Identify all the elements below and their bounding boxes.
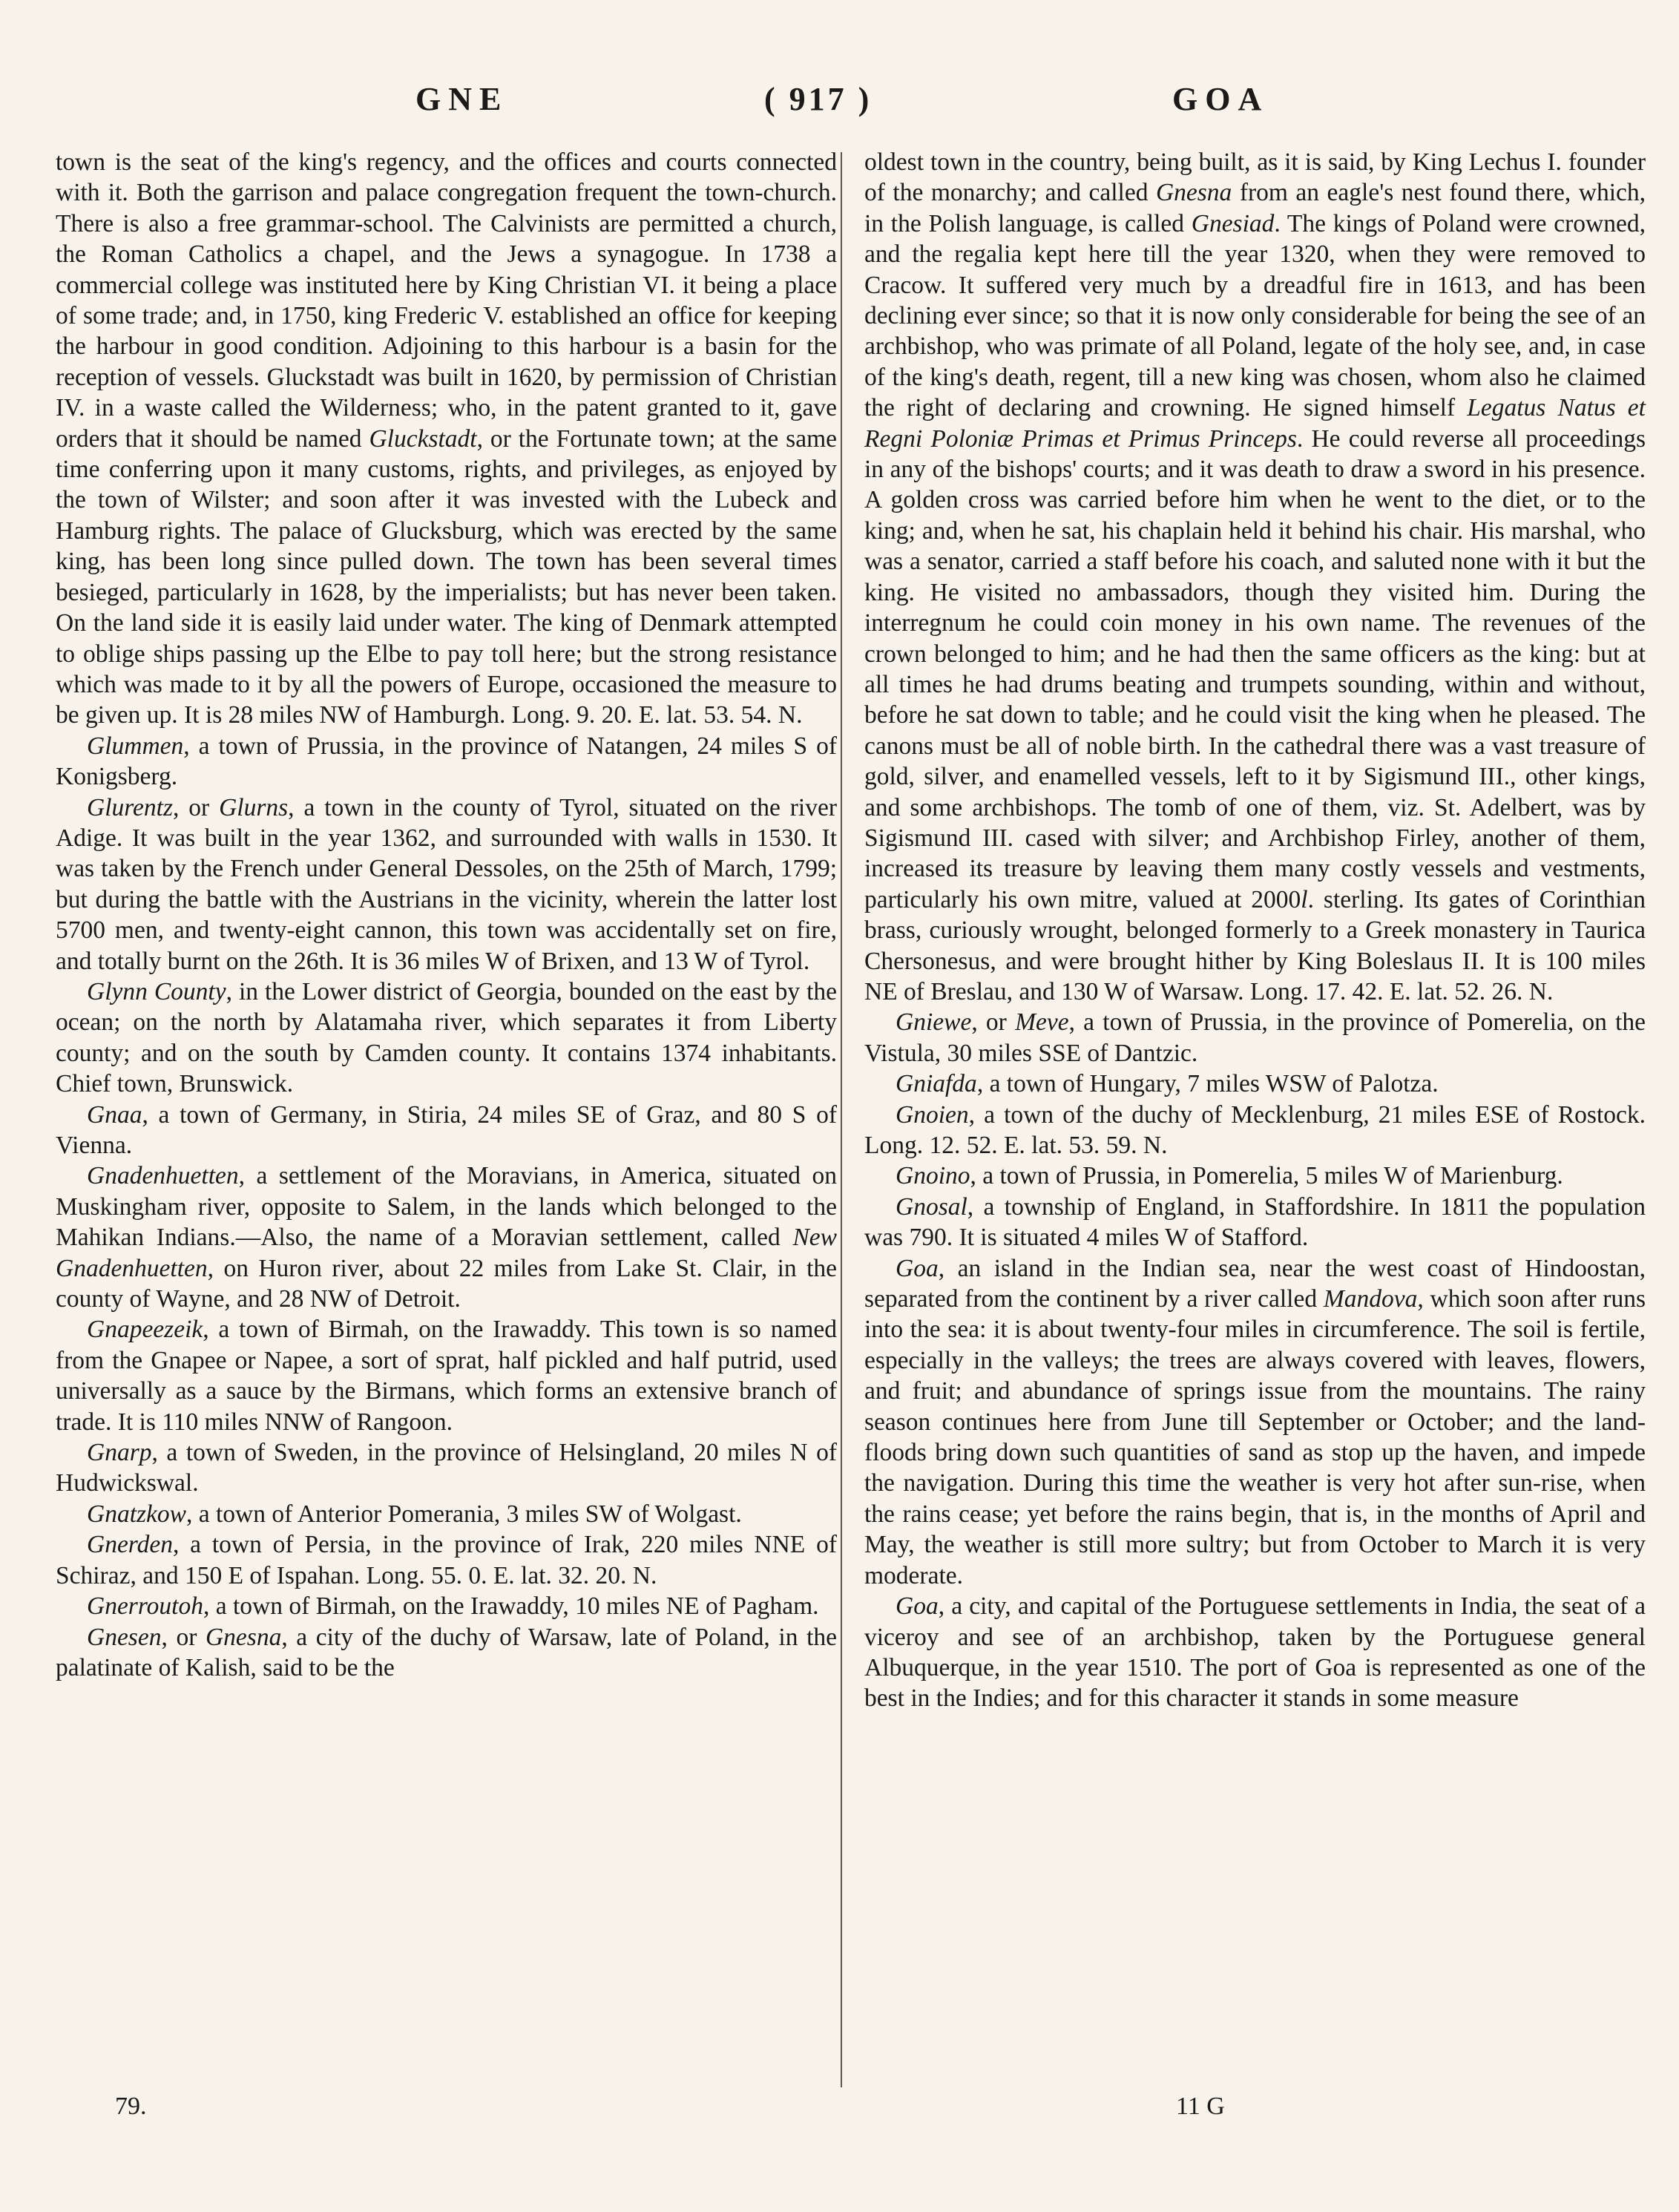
- continued-paragraph: oldest town in the country, being built, as it is said, by King Lechus I. founder of the monarchy; and called Gnesna from an eagle's nest found there, which, in the Polish language, is called Gnesiad. The kings of Poland were crowned, and the regalia kept here till the year 1320, when they were removed to Cracow. It suffered very much by a dreadful fire in 1613, and has been declining ever since; so that it is now only considerable for being the see of an archbishop, who was primate of all Poland, legate of the holy see, and, in case of the king's death, regent, till a new king was chosen, whom also he claimed the right of declaring and crowning. He signed himself Legatus Natus et Regni Poloniæ Primas et Primus Princeps. He could reverse all proceedings in any of the bishops' courts; and it was death to draw a sword in his presence. A golden cross was carried before him when he went to the diet, or to the king; and, when he sat, his chaplain held it behind his chair. His marshal, who was a senator, carried a staff before his coach, and saluted none with it but the king. He visited no ambassadors, though they visited him. During the interregnum he could coin money in his own name. The revenues of the crown belonged to him; and he had then the same officers as the king: but at all times he had drums beating and trumpets sounding, within and without, before he sat down to table; and he could visit the king when he pleased. The canons must be all of noble birth. In the cathedral there was a vast treasure of gold, silver, and enamelled vessels, left to it by Sigismund III., other kings, and some archbishops. The tomb of one of them, viz. St. Adelbert, was by Sigismund III. cased with silver; and Archbishop Firley, another of them, increased its treasure by leaving them many costly vessels and vestments, particularly his own mitre, valued at 2000l. sterling. Its gates of Corinthian brass, curiously wrought, belonged formerly to a Greek monastery in Taurica Chersonesus, and were brought hither by King Boleslaus II. It is 100 miles NE of Breslau, and 130 W of Warsaw. Long. 17. 42. E. lat. 52. 26. N.: [864, 148, 1646, 1005]
- headword: Gnaa: [87, 1100, 142, 1129]
- header-left: GNE: [415, 81, 509, 117]
- headword: Glummen: [87, 732, 184, 760]
- headword: Gniewe: [896, 1008, 972, 1037]
- header-right: GOA: [1172, 81, 1269, 117]
- column-divider: [841, 152, 842, 2087]
- footer-signature-left: 79.: [115, 2093, 147, 2120]
- headword: Gnesen: [87, 1623, 162, 1651]
- left-column: [56, 147, 837, 1683]
- entry-goa-city: Goa, a city, and capital of the Portuguese settlements in India, the seat of a viceroy and see of an archbishop, taken by the Portuguese general Albuquerque, in the year 1510. The port of Goa is represented as one of the best in the Indies; and for this character it stands in some measure: [864, 1592, 1646, 1713]
- entry-gnoien: Gnoien, a town of the duchy of Mecklenburg, 21 miles ESE of Rostock. Long. 12. 52. E. lat. 53. 59. N.: [864, 1100, 1646, 1159]
- footer-signature-right: 11 G: [1176, 2093, 1225, 2120]
- entry-glynn-county: Glynn County, in the Lower district of Georgia, bounded on the east by the ocean; on the north by Alatamaha river, which separates it from Liberty county; and on the south by Camden county. It contains 1374 inhabitants. Chief town, Brunswick.: [56, 977, 838, 1098]
- entry-gnosal: Gnosal, a township of England, in Staffordshire. In 1811 the population was 790. It is situated 4 miles W of Stafford.: [864, 1192, 1646, 1252]
- headword: Gnoien: [896, 1100, 969, 1129]
- page-number: ( 917 ): [764, 81, 873, 117]
- right-column: [864, 147, 1646, 1714]
- headword: Gnapeezeik: [87, 1316, 203, 1344]
- headword: Glynn County: [87, 977, 226, 1005]
- entry-glummen: Glummen, a town of Prussia, in the province of Natangen, 24 miles S of Konigsberg.: [56, 732, 837, 791]
- headword: Gnarp: [87, 1439, 152, 1467]
- headword: Gniafda: [896, 1070, 977, 1098]
- entry-gniewe: Gniewe, or Meve, a town of Prussia, in the province of Pomerelia, on the Vistula, 30 miles SSE of Dantzic.: [864, 1008, 1646, 1067]
- entry-gnerroutoh: Gnerroutoh, a town of Birmah, on the Irawaddy, 10 miles NE of Pagham.: [87, 1592, 819, 1621]
- entry-gnaa: Gnaa, a town of Germany, in Stiria, 24 miles SE of Graz, and 80 S of Vienna.: [56, 1100, 837, 1159]
- entry-gnarp: Gnarp, a town of Sweden, in the province of Helsingland, 20 miles N of Hudwickswal.: [56, 1439, 837, 1497]
- headword: Goa: [896, 1254, 939, 1282]
- headword: Goa: [896, 1592, 939, 1621]
- entry-glurentz: Glurentz, or Glurns, a town in the county of Tyrol, situated on the river Adige. It was built in the year 1362, and surrounded with walls in 1530. It was taken by the French under General Dessoles, on the 25th of March, 1799; but during the battle with the Austrians in the vicinity, wherein the latter lost 5700 men, and twenty-eight cannon, this town was accidentally set on fire, and totally burnt on the 26th. It is 36 miles W of Brixen, and 13 W of Tyrol.: [56, 793, 838, 975]
- headword: Gnerden: [87, 1531, 173, 1559]
- headword: Gnoino: [896, 1162, 970, 1190]
- entry-gnatzkow: Gnatzkow, a town of Anterior Pomerania, 3 miles SW of Wolgast.: [87, 1500, 742, 1528]
- headword: Gnerroutoh: [87, 1592, 203, 1621]
- headword: Gnosal: [896, 1192, 967, 1221]
- headword: Gnatzkow: [87, 1500, 186, 1528]
- headword: Gnadenhuetten: [87, 1162, 239, 1190]
- entry-goa-island: Goa, an island in the Indian sea, near the west coast of Hindoostan, separated from the continent by a river called Mandova, which soon after runs into the sea: it is about twenty-four miles in circumference. The soil is fertile, especially in the valleys; the trees are always covered with leaves, flowers, and fruit; and abundance of springs issue from the mountains. The rainy season continues here from June till September or October; and the land-floods bring down such quantities of sand as stop up the haven, and impede the navigation. During this time the weather is very hot after sun-rise, when the rains cease; yet before the rains begin, that is, in the months of April and May, the weather is still more sultry; but from October to March it is very moderate.: [864, 1254, 1646, 1589]
- entry-gnesen: Gnesen, or Gnesna, a city of the duchy of Warsaw, late of Poland, in the palatinate of Kalish, said to be the: [56, 1623, 837, 1681]
- entry-gnerden: Gnerden, a town of Persia, in the province of Irak, 220 miles NNE of Schiraz, and 150 E of Ispahan. Long. 55. 0. E. lat. 32. 20. N.: [56, 1531, 837, 1589]
- running-header: [0, 80, 1679, 125]
- entry-gnadenhuetten: Gnadenhuetten, a settlement of the Moravians, in America, situated on Muskingham river, opposite to Salem, in the lands which belonged to the Mahikan Indians.—Also, the name of a Moravian settlement, called New Gnadenhuetten, on Huron river, about 22 miles from Lake St. Clair, in the county of Wayne, and 28 NW of Detroit.: [56, 1162, 837, 1313]
- entry-gnoino: Gnoino, a town of Prussia, in Pomerelia, 5 miles W of Marienburg.: [896, 1162, 1563, 1190]
- entry-gniafda: Gniafda, a town of Hungary, 7 miles WSW of Palotza.: [896, 1070, 1439, 1098]
- headword: Glurentz: [87, 793, 174, 821]
- entry-gnapeezeik: Gnapeezeik, a town of Birmah, on the Irawaddy. This town is so named from the Gnapee or Napee, a sort of sprat, half pickled and half putrid, used universally as a sauce by the Birmans, which forms an extensive branch of trade. It is 110 miles NNW of Rangoon.: [56, 1316, 837, 1436]
- continued-paragraph: town is the seat of the king's regency, and the offices and courts connected with it. Both the garrison and palace congregation frequent the town-church. There is also a free grammar-school. The Calvinists are permitted a church, the Roman Catholics a chapel, and the Jews a synagogue. In 1738 a commercial college was instituted here by King Christian VI. it being a place of some trade; and, in 1750, king Frederic V. established an office for keeping the harbour in good condition. Adjoining to this harbour is a basin for the reception of vessels. Gluckstadt was built in 1620, by permission of Christian IV. in a waste called the Wilderness; who, in the patent granted to it, gave orders that it should be named Gluckstadt, or the Fortunate town; at the same time conferring upon it many customs, rights, and privileges, as enjoyed by the town of Wilster; and soon after it was invested with the Lubeck and Hamburg rights. The palace of Glucksburg, which was erected by the same king, has been long since pulled down. The town has been several times besieged, particularly in 1628, by the imperialists; but has never been taken. On the land side it is easily laid under water. The king of Denmark attempted to oblige ships passing up the Elbe to pay toll here; but the strong resistance which was made to it by all the powers of Europe, occasioned the measure to be given up. It is 28 miles NW of Hamburgh. Long. 9. 20. E. lat. 53. 54. N.: [56, 148, 837, 729]
